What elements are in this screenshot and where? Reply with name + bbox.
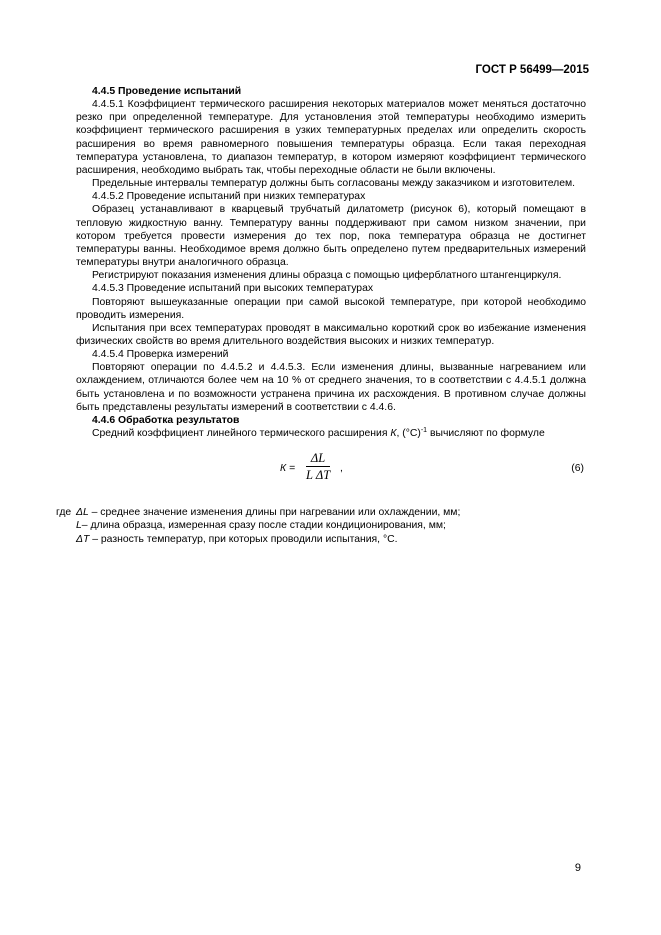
standard-number: ГОСТ Р 56499—2015: [475, 64, 589, 76]
paragraph-high-temp: Повторяют вышеуказанные операции при самой высокой температуре, при которой необходимо проводить измерения.: [76, 296, 586, 321]
variable-k: К: [390, 428, 397, 440]
paragraph-verification: Повторяют операции по 4.4.5.2 и 4.4.5.3. Если изменения длины, вызванные нагреванием или охлаждением, отличаются более чем на 10 % от среднего значения, то в соответствии с 4.4.5.1 должна быть установлена и по возможности устранена причина их расхождения. В противном случае должны быть представлены результаты измерений в соответствии с 4.4.6.: [76, 362, 586, 413]
section-4-4-6-heading: 4.4.6 Обработка результатов: [92, 414, 240, 426]
where-item: ΔT – разность температур, при которых проводили испытания, °С.: [76, 533, 398, 545]
formula-lhs: К =: [280, 463, 296, 475]
paragraph-coefficient: Средний коэффициент линейного термического расширения К, $(^\circ C)^{-1}$ вычисляют по формуле: [92, 427, 545, 440]
paragraph-4-4-5-1: 4.4.5.1 Коэффициент термического расширения некоторых материалов может меняться достаточно резко при определенной температуре. Для установления этой температуры необходимо измерить коэффициент термического расширения в узких температурных пределах или определить скорость расширения во время равномерного повышения температуры образца. Если такая переходная температура установлена, то диапазон температур, в котором измеряют коэффициент термического расширения, необходимо выбрать так, чтобы переходные области не были включены.: [76, 99, 586, 176]
paragraph-limits: Предельные интервалы температур должны быть согласованы между заказчиком и изготовителем.: [92, 178, 576, 190]
where-list: [56, 506, 586, 545]
where-label: где: [56, 507, 72, 519]
formula-number: (6): [571, 463, 584, 475]
subsection-4-4-5-2-heading: 4.4.5.2 Проведение испытаний при низких температурах: [92, 191, 366, 203]
paragraph-register: Регистрируют показания изменения длины образца с помощью циферблатного штангенциркуля.: [92, 270, 562, 282]
formula-denominator: L ΔT: [306, 468, 331, 483]
paragraph-all-temps: Испытания при всех температурах проводят в максимально короткий срок во избежание изменения физических свойств во время длительного воздействия высоких и низких температур.: [76, 322, 586, 347]
subsection-4-4-5-3-heading: 4.4.5.3 Проведение испытаний при высоких температурах: [92, 283, 374, 295]
page-number: 9: [574, 862, 581, 874]
formula-fraction: [306, 451, 330, 483]
section-4-4-5-heading: 4.4.5 Проведение испытаний: [92, 86, 242, 97]
formula-numerator: ΔL: [306, 451, 330, 467]
exponent: -1: [420, 427, 428, 435]
formula-6: [76, 451, 586, 487]
document-body: [56, 85, 586, 546]
where-item: L– длина образца, измеренная сразу после стадии кондиционирования, мм;: [76, 520, 446, 532]
where-item: ΔL – среднее значение изменения длины при нагревании или охлаждении, мм;: [76, 507, 461, 519]
formula-comma: ,: [340, 463, 343, 475]
paragraph-low-temp: Образец устанавливают в кварцевый трубчатый дилатометр (рисунок 6), который помещают в тепловую жидкостную ванну. Температуру ванны поддерживают при самом низком значении, при котором требуется провести измерения до тех пор, пока температура образца не достигнет температуры ванны. Необходимое время должно быть определено путем предварительных измерений температуры внутри аналогичного образца.: [76, 204, 586, 269]
subsection-4-4-5-4-heading: 4.4.5.4 Проверка измерений: [92, 349, 229, 361]
